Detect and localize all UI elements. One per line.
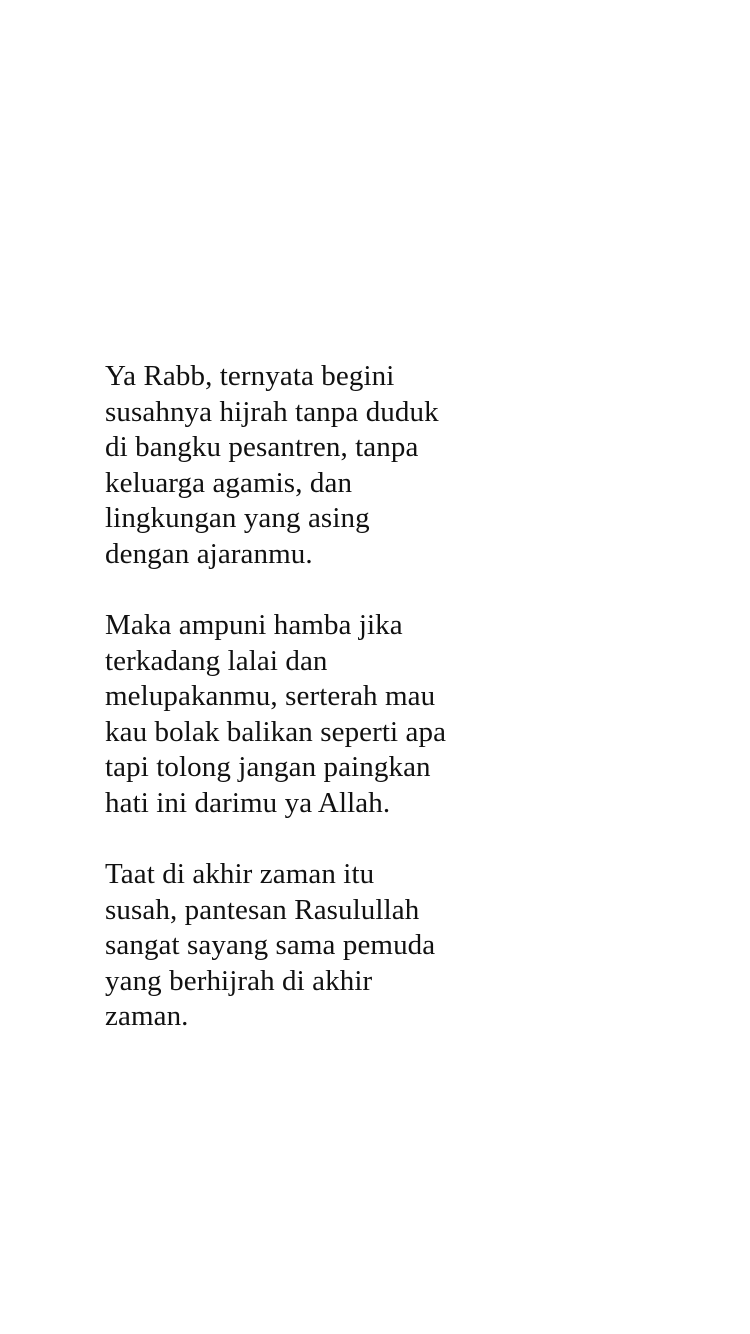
text-line: susah, pantesan Rasulullah <box>105 893 420 926</box>
text-line: tapi tolong jangan paingkan <box>105 751 431 783</box>
text-line: di bangku pesantren, tanpa <box>105 431 419 463</box>
text-line: Taat di akhir zaman itu <box>105 858 375 890</box>
text-line: keluarga agamis, dan <box>105 466 353 499</box>
text-line: yang berhijrah di akhir <box>105 964 373 997</box>
story-text-block <box>105 359 535 1071</box>
text-line: sangat sayang sama pemuda <box>105 929 436 961</box>
text-line: lingkungan yang asing <box>105 502 370 534</box>
text-line: Ya Rabb, ternyata begini <box>105 360 395 392</box>
text-line: susahnya hijrah tanpa duduk <box>105 395 439 428</box>
text-line: zaman. <box>105 1000 189 1032</box>
text-line: Maka ampuni hamba jika <box>105 609 403 641</box>
text-line: melupakanmu, serterah mau <box>105 680 436 712</box>
text-line: hati ini darimu ya Allah. <box>105 786 391 819</box>
text-line: kau bolak balikan seperti apa <box>105 715 447 748</box>
paragraph-3 <box>105 857 535 1035</box>
text-line: dengan ajaranmu. <box>105 537 313 570</box>
text-line: terkadang lalai dan <box>105 644 328 677</box>
paragraph-1 <box>105 359 535 572</box>
paragraph-2 <box>105 608 535 821</box>
